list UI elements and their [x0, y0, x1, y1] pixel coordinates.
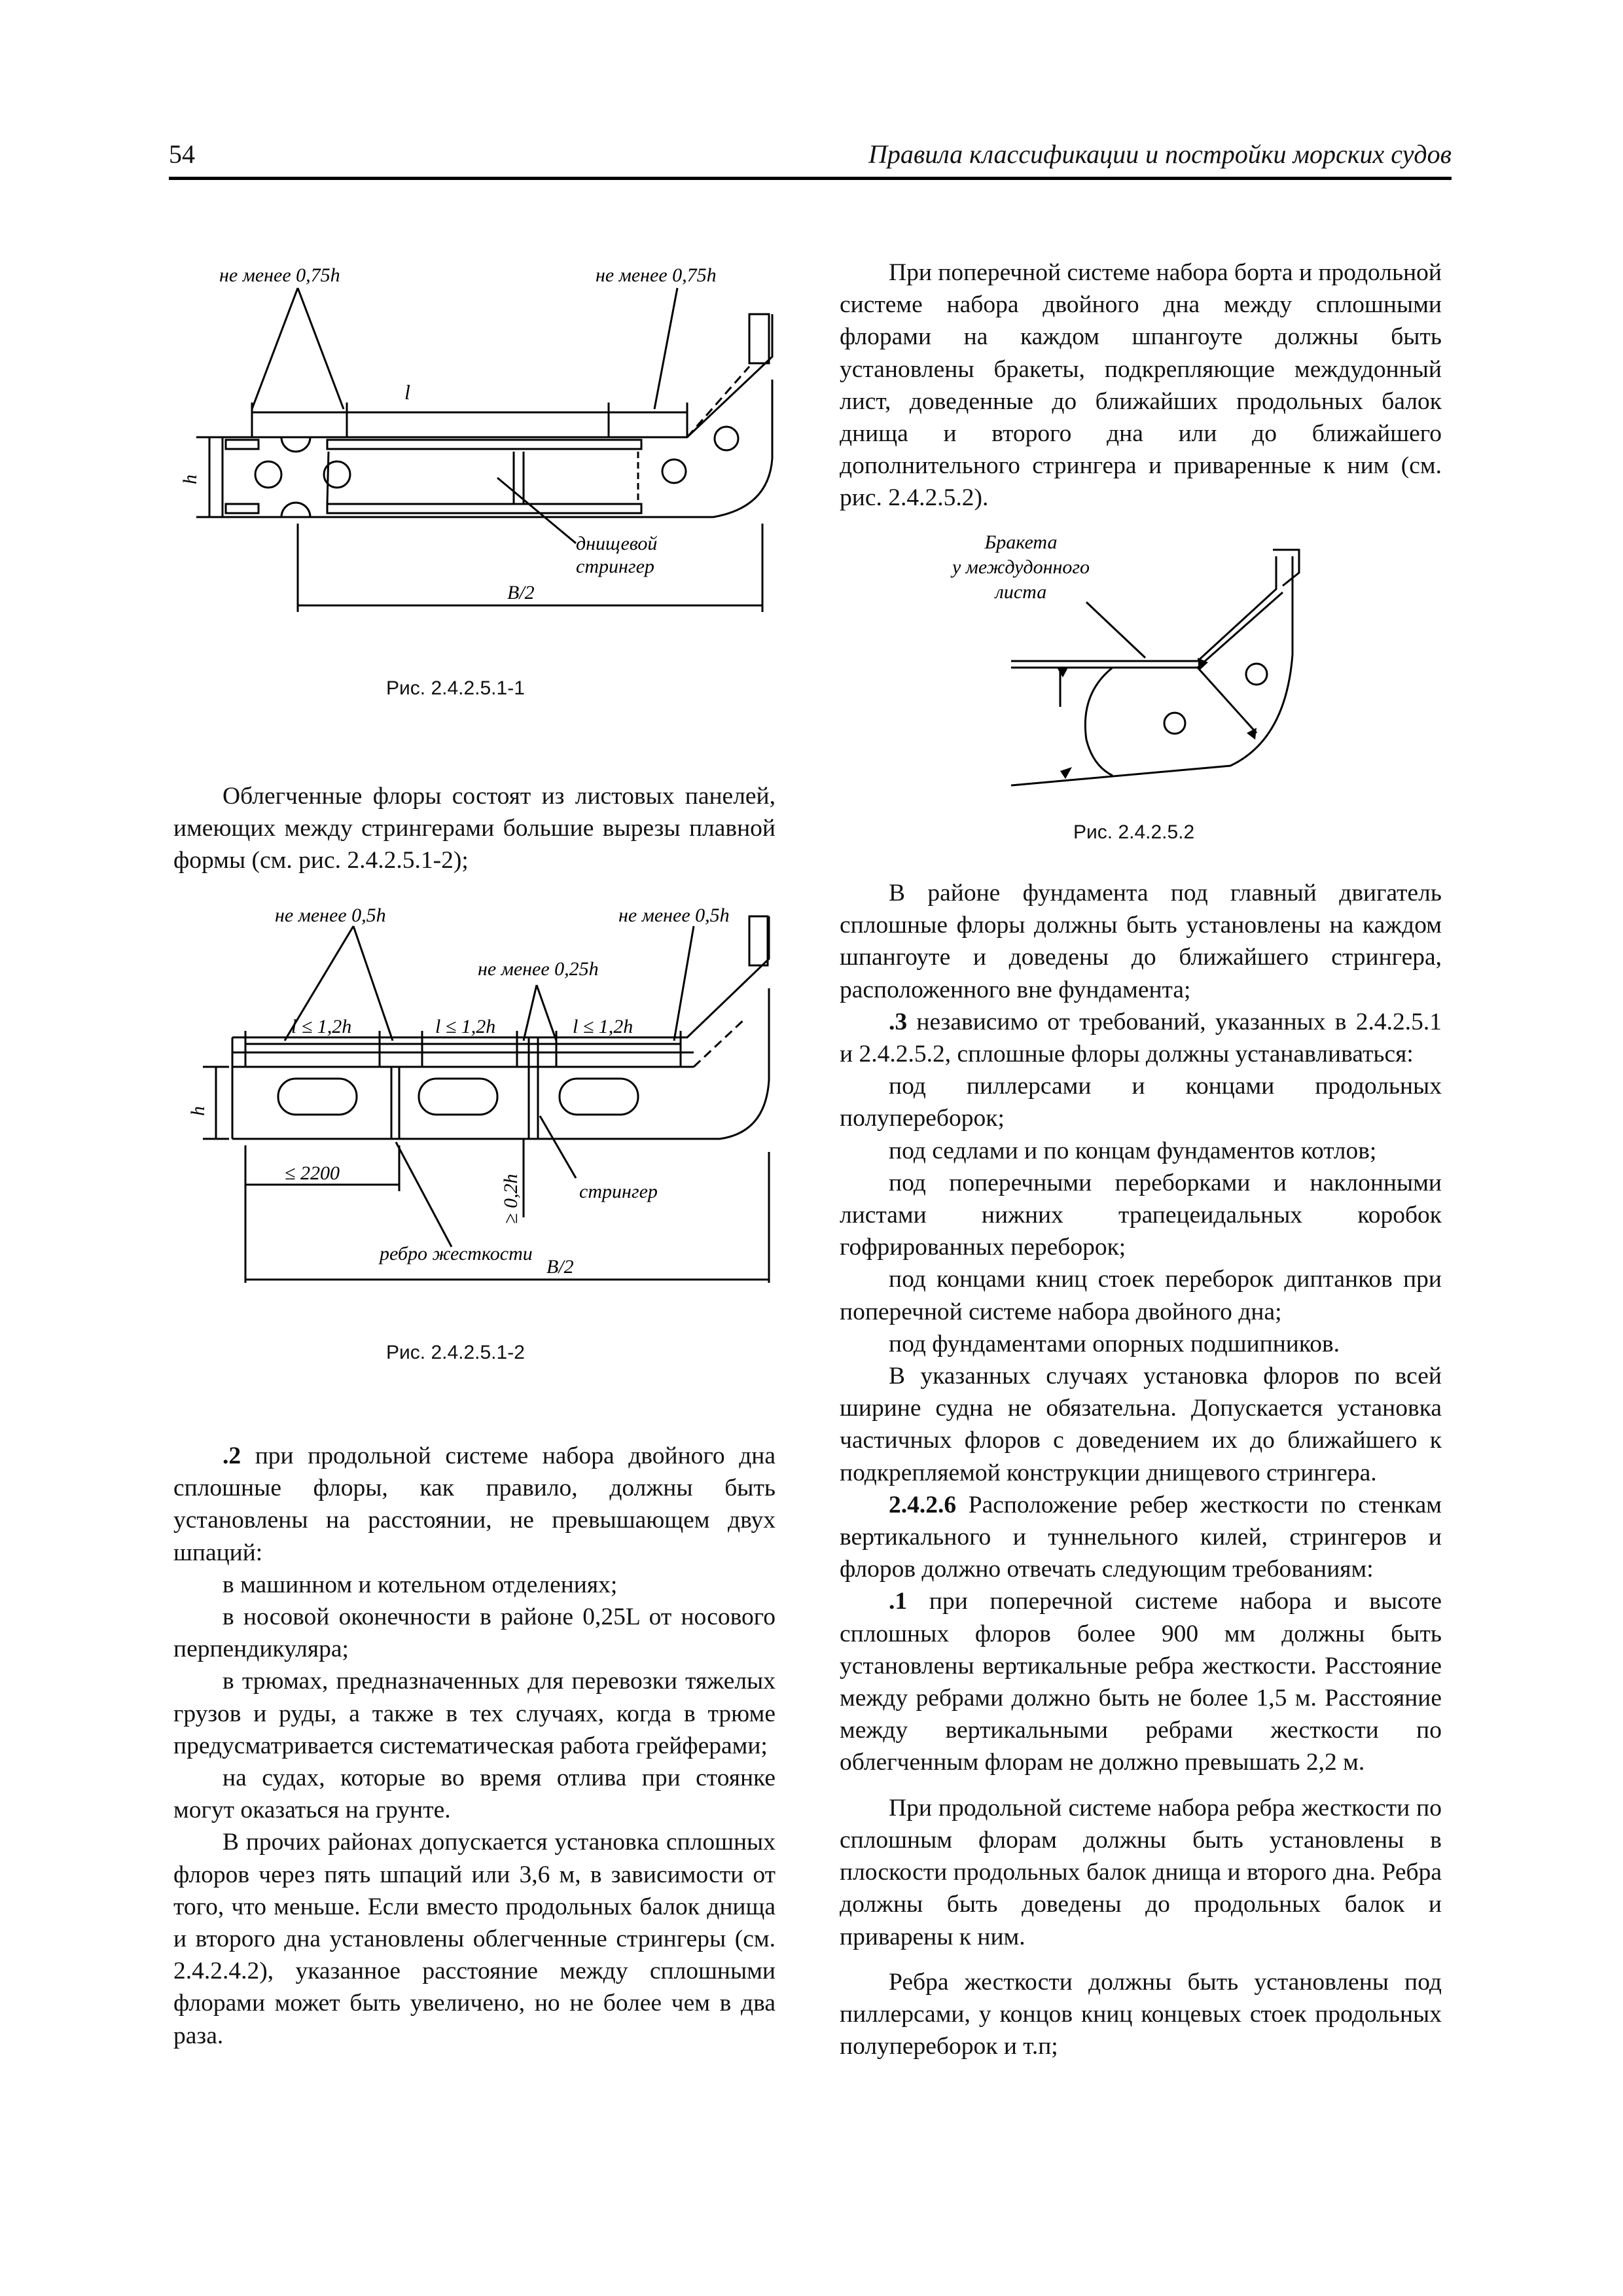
fig1-label-h: h	[179, 475, 201, 484]
fig1-caption: Рис. 2.4.2.5.1-1	[386, 677, 525, 699]
right-paragraph-4: под пиллерсами и концами продольных полупереборок;	[840, 1073, 1442, 1132]
item-number-2: .2	[223, 1443, 241, 1469]
left-paragraph-4: в носовой оконечности в районе 0,25L от носового перпендикуляра;	[173, 1604, 776, 1663]
fig3-label-3: листа	[995, 581, 1047, 603]
fig1-label-l: l	[404, 380, 410, 404]
header-rule	[169, 177, 1452, 180]
lightened-floor-drawing	[164, 890, 792, 1283]
fig2-label-h: h	[187, 1106, 209, 1116]
left-paragraph-2	[173, 1440, 776, 1569]
right-column-bottom	[840, 877, 1442, 2062]
running-title: Правила классификации и постройки морских судов	[868, 139, 1452, 169]
right-paragraph-3	[840, 1006, 1442, 1070]
right-paragraph-2: В районе фундамента под главный двигатель сплошные флоры должны быть установлены на каждом шпангоуте и доведены до ближайшего стрингера, расположенного вне фундамента;	[840, 880, 1442, 1003]
fig2-caption: Рис. 2.4.2.5.1-2	[386, 1342, 525, 1363]
right-paragraph-3-text: независимо от требований, указанных в 2.4.2.5.1 и 2.4.2.5.2, сплошные флоры должны устанавливаться:	[840, 1008, 1442, 1068]
page-number: 54	[169, 139, 195, 169]
fig2-label-b: B/2	[546, 1256, 574, 1278]
fig2-label-left: не менее 0,5h	[275, 905, 386, 926]
left-paragraph-5: в трюмах, предназначенных для перевозки тяжелых грузов и руды, а также в тех случаях, когда в трюме предусматривается систематическая работа грейферами;	[173, 1668, 776, 1759]
item-number-3: .3	[889, 1008, 908, 1035]
fig2-label-mid: не менее 0,25h	[478, 958, 599, 980]
fig2-label-02h: ≥ 0,2h	[500, 1174, 522, 1224]
fig2-label-2200: ≤ 2200	[285, 1162, 340, 1184]
right-paragraph-9: В указанных случаях установка флоров по всей ширине судна не обязательна. Допускается установка частичных флоров с доведением их до ближайшего к подкрепляемой конструкции днищевого стрингера.	[840, 1363, 1442, 1486]
fig1-label-left: не менее 0,75h	[219, 264, 340, 286]
fig1-label-stringer-2: стрингер	[576, 556, 654, 577]
fig2-label-right: не менее 0,5h	[618, 905, 730, 926]
left-column-top	[173, 780, 776, 877]
right-paragraph-8: под фундаментами опорных подшипников.	[889, 1330, 1340, 1357]
right-paragraph-1: При поперечной системе набора борта и продольной системе набора двойного дна между сплошными флорами на каждом шпангоуте должны быть установлены бракеты, подкрепляющие междудонный лист, доведенные до ближайших продольных балок днища и второго дна или до ближайшего дополнительного стрингера и приваренные к ним (см. рис. 2.4.2.5.2).	[840, 259, 1442, 512]
fig2-label-l2: l ≤ 1,2h	[435, 1016, 496, 1037]
fig1-label-right: не менее 0,75h	[596, 264, 717, 286]
section-number-2-4-2-6: 2.4.2.6	[889, 1491, 957, 1518]
right-paragraph-10	[840, 1489, 1442, 1586]
figure-floor-plating	[164, 249, 792, 641]
left-paragraph-1: Облегченные флоры состоят из листовых панелей, имеющих между стрингерами большие вырезы плавной формы (см. рис. 2.4.2.5.1-2);	[173, 783, 776, 874]
left-paragraph-6: на судах, которые во время отлива при стоянке могут оказаться на грунте.	[173, 1765, 776, 1824]
right-paragraph-12: При продольной системе набора ребра жесткости по сплошным флорам должны быть установлены в плоскости продольных балок днища и второго дна. Ребра должны быть доведены до продольных балок и приварены к ним.	[840, 1794, 1442, 1950]
left-paragraph-2-text: при продольной системе набора двойного дна сплошные флоры, как правило, должны быть установлены на расстоянии, не превышающем двух шпаций:	[173, 1443, 776, 1566]
fig3-caption: Рис. 2.4.2.5.2	[1073, 821, 1195, 843]
fig3-label-1: Бракета	[984, 531, 1058, 553]
fig3-label-2: у междудонного	[952, 556, 1090, 578]
item-number-1: .1	[889, 1588, 908, 1615]
right-column-top	[840, 257, 1442, 514]
fig2-label-stringer: стрингер	[579, 1181, 658, 1202]
fig2-label-l3: l ≤ 1,2h	[573, 1016, 633, 1037]
left-column-bottom	[173, 1440, 776, 2052]
right-paragraph-11-text: при поперечной системе набора и высоте сплошных флоров более 900 мм должны быть установлены вертикальные ребра жесткости. Расстояние между ребрами должно быть не более 1,5 м. Расстояние между вертикальными ребрами жесткости по облегченным флорам не должно превышать 2,2 м.	[840, 1588, 1442, 1776]
right-paragraph-10-text: Расположение ребер жесткости по стенкам вертикального и туннельного килей, стрингеров и флоров должно отвечать следующим требованиям:	[840, 1491, 1442, 1583]
left-paragraph-3: в машинном и котельном отделениях;	[223, 1571, 618, 1598]
right-paragraph-13: Ребра жесткости должны быть установлены под пиллерсами, у концов книц концевых стоек продольных полупереборок и т.п;	[840, 1968, 1442, 2060]
fig2-label-rib: ребро жесткости	[380, 1243, 533, 1265]
fig1-label-b: B/2	[507, 582, 535, 603]
right-paragraph-11	[840, 1585, 1442, 1778]
right-paragraph-7: под концами книц стоек переборок диптанков при поперечной системе набора двойного дна;	[840, 1266, 1442, 1325]
right-paragraph-5: под седлами и по концам фундаментов котлов;	[889, 1137, 1377, 1164]
left-paragraph-7: В прочих районах допускается установка сплошных флоров через пять шпаций или 3,6 м, в зависимости от того, что меньше. Если вместо продольных балок днища и второго дна установлены облегченные стрингеры (см. 2.4.2.4.2), указанное расстояние между сплошными флорами может быть увеличено, но не более чем в два раза.	[173, 1829, 776, 2049]
bracket-drawing	[916, 524, 1322, 825]
fig2-label-l1: l ≤ 1,2h	[291, 1016, 352, 1037]
right-paragraph-6: под поперечными переборками и наклонными листами нижних трапецеидальных коробок гофрированных переборок;	[840, 1169, 1442, 1261]
figure-bracket	[916, 524, 1322, 825]
fig1-label-stringer-1: днищевой	[576, 533, 658, 554]
floor-plating-drawing	[164, 249, 792, 641]
figure-lightened-floor	[164, 890, 792, 1283]
